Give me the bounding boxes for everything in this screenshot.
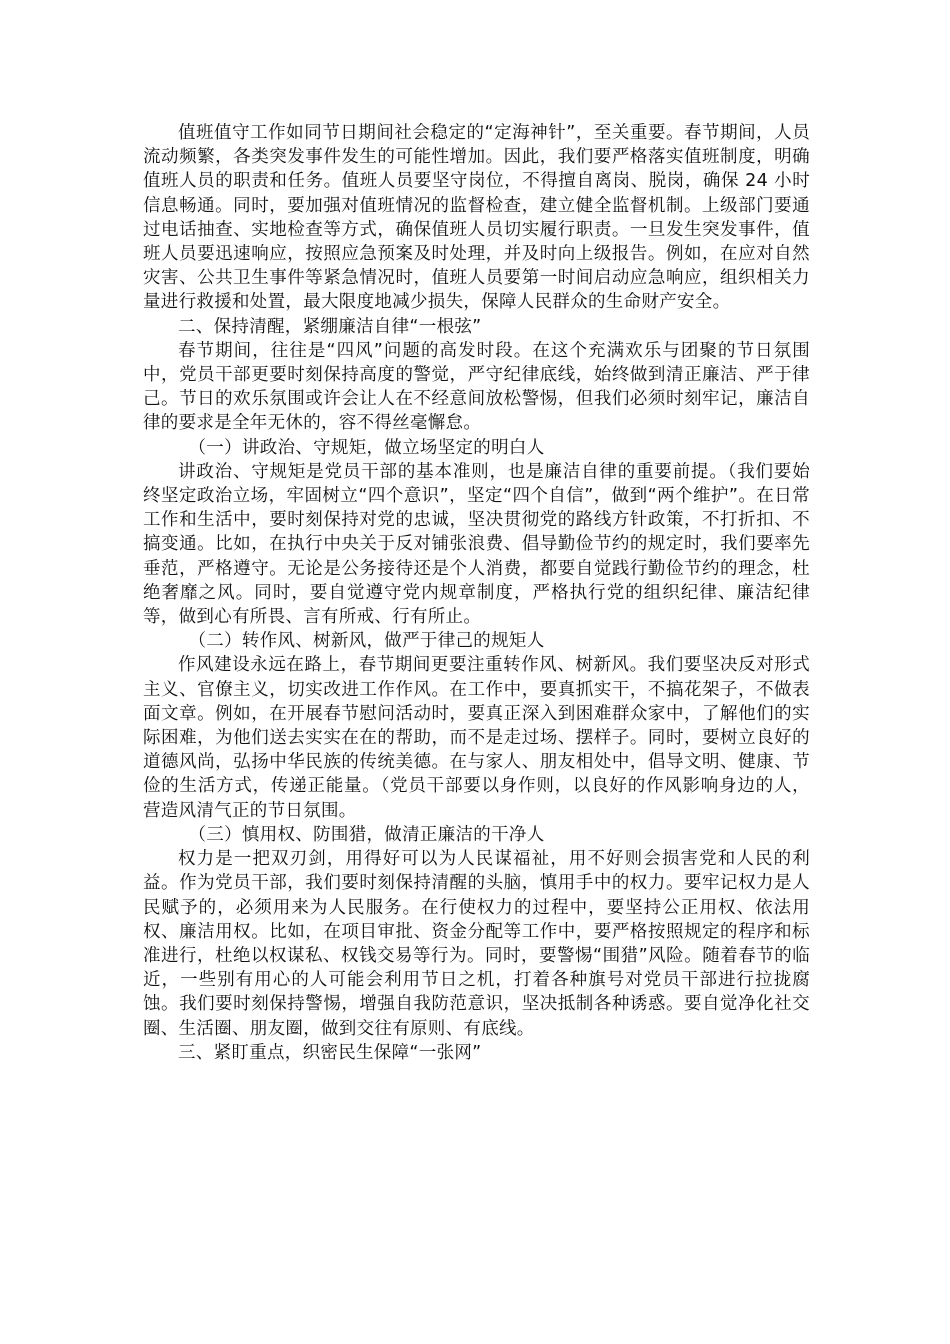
subheading-power: （三）慎用权、防围猎，做清正廉洁的干净人 [188, 824, 545, 845]
subheading-politics: （一）讲政治、守规矩，做立场坚定的明白人 [188, 437, 545, 458]
paragraph-politics: 讲政治、守规矩是党员干部的基本准则，也是廉洁自律的重要前提。（我们要始终坚定政治立场，牢固树立“四个意识”，坚定“四个自信”，做到“两个维护”。在日常工作和生活中，要时刻保持对党的忠诚，坚决贯彻党的路线方针政策，不打折扣、不搞变通。比如，在执行中央关于反对铺张浪费、倡导勤俭节约的规定时，我们要率先垂范，严格遵守。无论是公务接待还是个人消费，都要自觉践行勤俭节约的理念，杜绝奢靡之风。同时，要自觉遵守党内规章制度，严格执行党的组织纪律、廉洁纪律等，做到心有所畏、言有所戒、行有所止。 [143, 461, 810, 628]
section-heading-3: 三、紧盯重点，织密民生保障“一张网” [178, 1042, 482, 1063]
document-page [143, 121, 810, 1161]
paragraph-four-winds: 春节期间，往往是“四风”问题的高发时段。在这个充满欢乐与团聚的节日氛围中，党员干部更要时刻保持高度的警觉，严守纪律底线，始终做到清正廉洁、严于律己。节日的欢乐氛围或许会让人在不经意间放松警惕，但我们必须时刻牢记，廉洁自律的要求是全年无休的，容不得丝毫懈怠。 [143, 340, 810, 434]
subheading-work-style: （二）转作风、树新风，做严于律己的规矩人 [188, 631, 545, 652]
section-heading-2: 二、保持清醒，紧绷廉洁自律“一根弦” [178, 316, 482, 337]
paragraph-power: 权力是一把双刃剑，用得好可以为人民谋福祉，用不好则会损害党和人民的利益。作为党员干部，我们要时刻保持清醒的头脑，慎用手中的权力。要牢记权力是人民赋予的，必须用来为人民服务。在行使权力的过程中，要坚持公正用权、依法用权、廉洁用权。比如，在项目审批、资金分配等工作中，要严格按照规定的程序和标准进行，杜绝以权谋私、权钱交易等行为。同时，要警惕“围猎”风险。随着春节的临近，一些别有用心的人可能会利用节日之机，打着各种旗号对党员干部进行拉拢腐蚀。我们要时刻保持警惕，增强自我防范意识，坚决抵制各种诱惑。要自觉净化社交圈、生活圈、朋友圈，做到交往有原则、有底线。 [143, 849, 810, 1039]
paragraph-duty-watch: 值班值守工作如同节日期间社会稳定的“定海神针”，至关重要。春节期间，人员流动频繁，各类突发事件发生的可能性增加。因此，我们要严格落实值班制度，明确值班人员的职责和任务。值班人员要坚守岗位，不得擅自离岗、脱岗，确保 24 小时信息畅通。同时，要加强对值班情况的监督检查，建立健全监督机制。上级部门要通过电话抽查、实地检查等方式，确保值班人员切实履行职责。一旦发生突发事件，值班人员要迅速响应，按照应急预案及时处理，并及时向上级报告。例如，在应对自然灾害、公共卫生事件等紧急情况时，值班人员要第一时间启动应急响应，组织相关力量进行救援和处置，最大限度地减少损失，保障人民群众的生命财产安全。 [143, 123, 810, 313]
paragraph-work-style: 作风建设永远在路上，春节期间更要注重转作风、树新风。我们要坚决反对形式主义、官僚主义，切实改进工作作风。在工作中，要真抓实干，不搞花架子，不做表面文章。例如，在开展春节慰问活动时，要真正深入到困难群众家中，了解他们的实际困难，为他们送去实实在在的帮助，而不是走过场、摆样子。同时，要树立良好的道德风尚，弘扬中华民族的传统美德。在与家人、朋友相处中，倡导文明、健康、节俭的生活方式，传递正能量。（党员干部要以身作则，以良好的作风影响身边的人，营造风清气正的节日氛围。 [143, 655, 810, 821]
